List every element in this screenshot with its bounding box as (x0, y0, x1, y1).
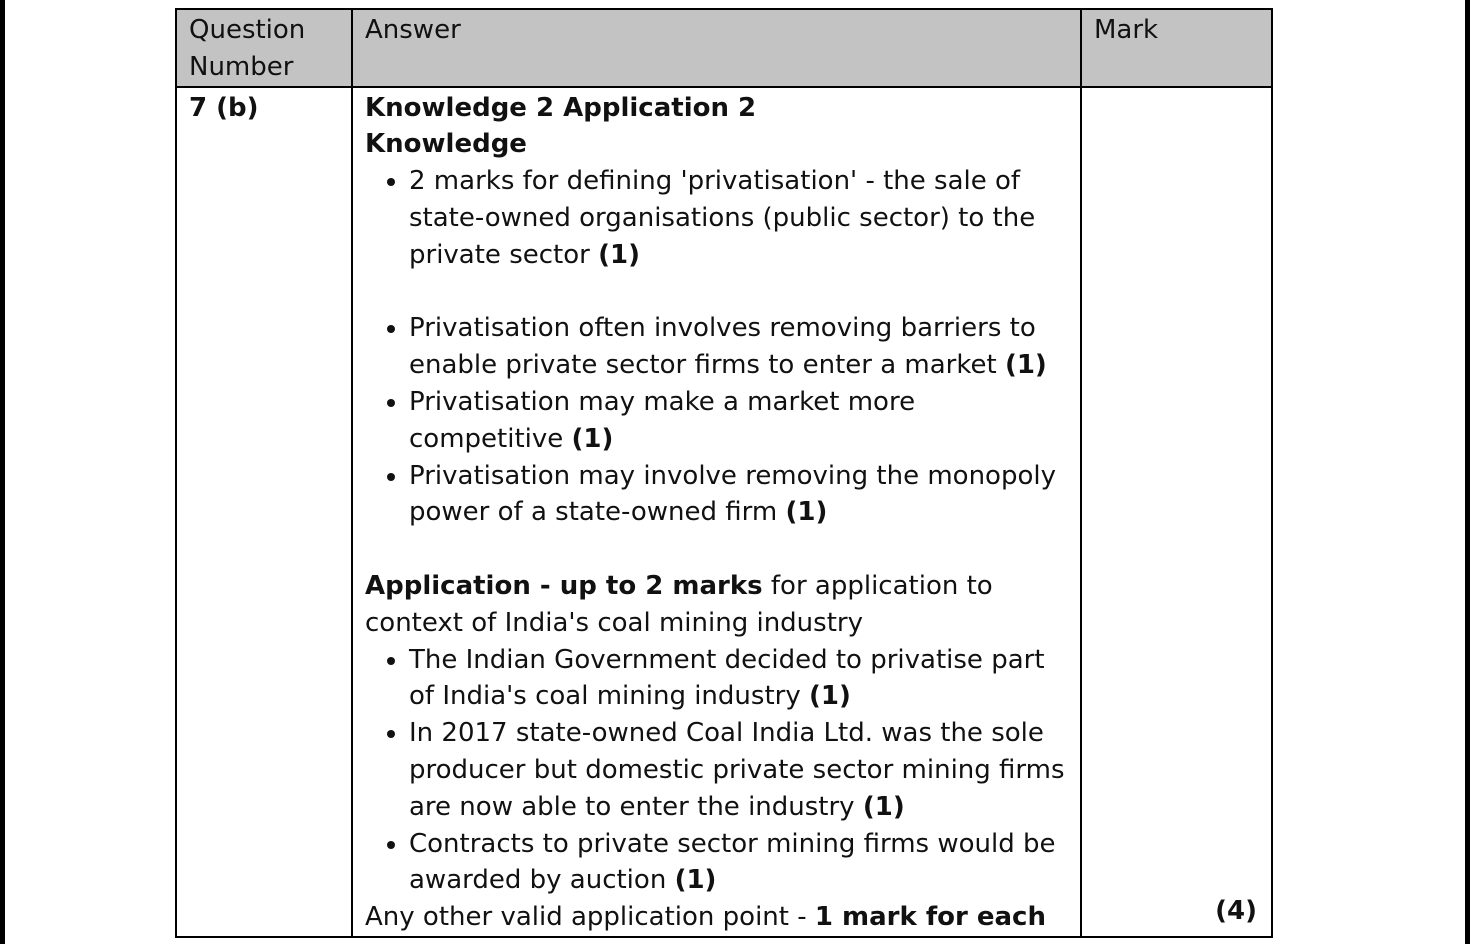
question-number: 7 (b) (189, 92, 259, 123)
list-item: • The Indian Government decided to privatise part of India's coal mining industry (1) (409, 642, 1068, 716)
list-item: • In 2017 state-owned Coal India Ltd. was the sole producer but domestic private sector mining firms are now able to enter the industry (1) (409, 715, 1068, 825)
knowledge-title: Knowledge (365, 129, 527, 160)
spacer (365, 531, 1068, 568)
list-item: • 2 marks for defining 'privatisation' - the sale of state-owned organisations (public sector) to the private sector (1) (409, 163, 1068, 273)
other-valid-point: Any other valid application point - 1 mark for each (365, 902, 1046, 933)
answer-heading: Knowledge 2 Application 2 (365, 92, 757, 123)
right-border-strip (1465, 0, 1470, 944)
list-item: • Privatisation may make a market more competitive (1) (409, 384, 1068, 458)
header-row (176, 9, 1272, 87)
question-cell (176, 87, 352, 937)
answer-row (176, 87, 1272, 937)
header-answer: Answer (352, 9, 1081, 87)
mark-cell (1081, 87, 1272, 937)
knowledge-list-b (365, 310, 1068, 531)
application-list (365, 642, 1068, 900)
knowledge-list-a (365, 163, 1068, 273)
header-question-number: Question Number (176, 9, 352, 87)
application-intro: Application - up to 2 marks for application to context of India's coal mining industry (365, 570, 993, 638)
mark-scheme-table (175, 8, 1273, 938)
total-mark: (4) (1215, 896, 1257, 927)
list-item: • Privatisation may involve removing the monopoly power of a state-owned firm (1) (409, 458, 1068, 532)
spacer (365, 274, 1068, 311)
list-item: • Contracts to private sector mining firms would be awarded by auction (1) (409, 826, 1068, 900)
left-border-strip (0, 0, 5, 944)
list-item: • Privatisation often involves removing barriers to enable private sector firms to enter a market (1) (409, 310, 1068, 384)
answer-cell (352, 87, 1081, 937)
header-mark: Mark (1081, 9, 1272, 87)
